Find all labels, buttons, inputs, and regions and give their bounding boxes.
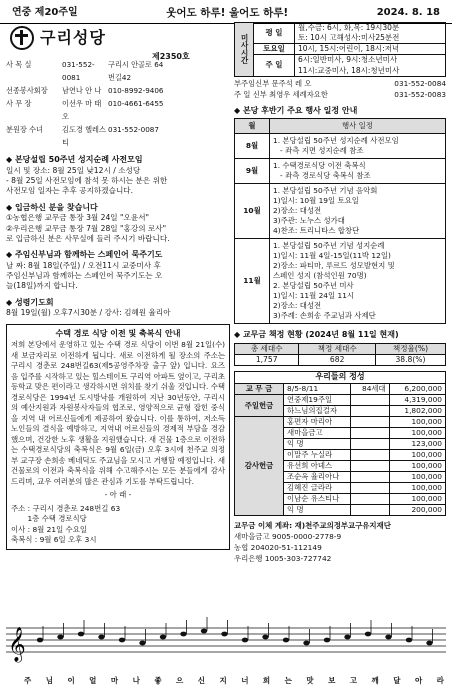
contact-cell: 사 목 실 — [6, 60, 32, 69]
section-line: ①농협은행 교무금 통장 3월 24일 "오윤서" — [6, 213, 150, 223]
event-month: 10월 — [235, 184, 270, 239]
right-column — [234, 22, 446, 564]
offering-note — [351, 428, 390, 439]
offering-amount: 1,802,000 — [389, 406, 445, 417]
section-title: ◆ 주임신부님과 함께하는 스페인어 묵주기도 — [6, 250, 230, 261]
priest-contact — [234, 89, 446, 100]
contact-row — [6, 97, 230, 123]
census-table — [234, 343, 446, 367]
offering-row — [235, 384, 446, 395]
offering-name: 조순옥 율리아나 — [284, 472, 351, 483]
section-title: ◆ 입금하신 분을 찾습니다 — [6, 203, 230, 214]
bank-line: 농협 204020-51-112149 — [234, 543, 322, 553]
schedule-row — [235, 55, 446, 76]
offering-note — [351, 461, 390, 472]
contact-cell: 분원장 수녀 — [6, 125, 44, 134]
census-title: ◆ 교무금 책정 현황 (2024년 8월 11일 현재) — [234, 330, 446, 341]
offering-name: 유선희 아녜스 — [284, 461, 351, 472]
lyric-syllable: 달 — [393, 676, 401, 685]
priest-name: 부주임신부 문주석 레 오 — [234, 78, 312, 88]
event-item: 2)장소: 대성전 — [273, 301, 322, 311]
offering-note — [351, 505, 390, 516]
lyric-syllable: 고 — [349, 676, 358, 685]
lyric-syllable: 지 — [219, 676, 227, 685]
event-items — [270, 239, 446, 324]
lyric-syllable: 희 — [262, 676, 271, 685]
schedule-value: 6시:일반미사, 9시:청소년미사 11시:교중미사, 18시:청년미사 — [295, 55, 446, 76]
note-head — [57, 635, 63, 640]
notice-divider: - 아 래 - — [104, 490, 132, 500]
priest-name: 주 일 신부 최영우 세례자요한 — [234, 89, 328, 99]
contact-cell: 031-552-0087 — [108, 125, 159, 134]
offering-amount: 123,000 — [389, 439, 445, 450]
event-row — [235, 134, 446, 159]
event-item: 1. 수택경로식당 이전 축복식 — [273, 161, 366, 171]
note-head — [180, 632, 186, 637]
event-items — [270, 134, 446, 159]
event-item: - 좌측 경로식당 축복식 참조 — [273, 171, 371, 181]
lyric-syllable: 얼 — [89, 676, 97, 685]
contact-cell: 010-8992-9406 — [108, 86, 164, 95]
offerings-table — [234, 371, 446, 516]
music-staff — [0, 610, 452, 690]
notice-section — [6, 250, 230, 292]
schedule-row — [235, 44, 446, 55]
event-item: 3)주례: 손희송 주교님과 사제단 — [273, 311, 376, 321]
census-head: 책정 세대수 — [299, 343, 376, 354]
event-row — [235, 239, 446, 324]
note-head — [303, 641, 309, 646]
section-line: - 8월 25일 사전모임에 참석 못 하시는 분은 위한 — [6, 176, 168, 186]
note-head — [262, 635, 268, 640]
section-line: 날 짜: 8월 18일(주일) / 오전11시 교중미사 후 — [6, 260, 161, 270]
event-item: 1)일시: 10월 19일 토요일 — [273, 196, 359, 206]
sunday-label: 연중 제20주일 — [12, 7, 78, 19]
lyric-syllable: 마 — [110, 676, 119, 685]
census-value: 38.8(%) — [375, 355, 445, 366]
date: 2024. 8. 18 — [376, 7, 440, 19]
section-line: 8월 19일(월) 오후7시30분 / 강사: 김혜원 율리아 — [6, 308, 171, 318]
lyric-syllable: 너 — [241, 676, 249, 685]
offering-name: 익 명 — [284, 439, 351, 450]
staff-svg — [0, 610, 452, 672]
lyric-syllable: 님 — [45, 676, 53, 685]
events-title: ◆ 본당 후반기 주요 행사 일정 안내 — [234, 106, 446, 117]
offering-name: 김혜진 글라라 — [284, 483, 351, 494]
section-line: 사전모임 일자는 추후 공지하겠습니다. — [6, 186, 134, 196]
mass-schedule — [234, 22, 446, 77]
event-row — [235, 159, 446, 184]
note-head — [119, 638, 125, 643]
census-head: 총 세대수 — [235, 343, 299, 354]
offering-name: 익 명 — [284, 505, 351, 516]
note-head — [37, 638, 43, 643]
event-item: 2)장소: 대성전 — [273, 206, 322, 216]
offering-note — [351, 395, 390, 406]
schedule-value: 월,수금: 6시, 화,목: 19시30분 토: 10시 고해성사:미사25분전 — [295, 23, 446, 44]
offering-name: 홍편자 마리아 — [284, 417, 351, 428]
contact-cell: 031-552-0081 — [62, 60, 95, 82]
lyric-syllable: 좋 — [154, 676, 162, 685]
event-item: 3)주관: 노누스 성가대 — [273, 216, 345, 226]
contact-row — [6, 123, 230, 149]
contact-cell: 선종봉사회장 — [6, 86, 48, 95]
offering-amount: 100,000 — [389, 472, 445, 483]
offering-note — [351, 483, 390, 494]
contact-cell: 김도경 헬레스티 — [62, 125, 106, 147]
contact-row — [6, 84, 230, 97]
masthead — [0, 0, 452, 24]
census-value: 682 — [299, 355, 376, 366]
treble-clef-icon: 𝄞 — [8, 627, 26, 662]
event-item: 1)일시: 11월 4일-15일(11박 12일) — [273, 251, 391, 261]
offering-name: 8/5-8/11 — [284, 384, 351, 395]
notice-body: 저희 본당에서 운영하고 있는 수택 경로 식당이 이번 8월 21일(수) 새 보금자리로 이전하게 됩니다. 새로 이전하게 될 장소의 주소는 구리시 경춘로 248번길63(제5공영주차장 출구 앞) 입니다. 요즈음 입주를 시작하고 있는 힐스테이트 구리역 아파트 옆이고, 구리초등학교 맞은 편이라고 생각하시면 위치를 찾기 쉬울 것입니다. 수택 경로식당은 1994년 도시방낙를 개원하여 지난 30년동안, 구리시의 예산지원과 자원봉사자들의 협조로, 영양적으로 균형 잡힌 중식을 지역 내 어르신들에게 제공하여 왔습니다. 이를 통하여, 저소득 노인들의 결식을 예방하고, 지역내 어르신들의 경제적 부담을 경감했으며, 건강한 노후 생활을 지원했습니다. 새 건물 1층으로 이전하는 수택경로식당의 축복식은 9월 6일(금) 오후 3시에 천주교 의정부 교구장 손희송 베네딕도 주교님을 모시고 거행할 예정입니다. 새 건물로의 이전과 축복식을 위해 수고해주시는 모든 분들에게 감사드리며, 교우 여러분의 많은 관심과 기도를 부탁드립니다. — [11, 340, 225, 486]
note-head — [385, 635, 391, 640]
census-value: 1,757 — [235, 355, 299, 366]
bank-line: 새마을금고 9005-0000-2778-9 — [234, 532, 342, 542]
lyric-syllable: 이 — [67, 676, 75, 685]
note-head — [242, 638, 248, 643]
priest-phone: 031-552-0083 — [394, 89, 446, 99]
note-head — [344, 635, 350, 640]
event-item: 1. 본당설립 50주년 기념 음악회 — [273, 186, 378, 196]
schedule-key: 주 일 — [254, 55, 295, 76]
notice-detail: 1층 수택 경로식당 — [11, 514, 87, 524]
offering-note — [351, 439, 390, 450]
notice-box — [6, 324, 230, 550]
note-head — [78, 632, 84, 637]
parish-name: 구리성당 — [40, 28, 106, 48]
offering-amount: 100,000 — [389, 450, 445, 461]
lyric-syllable: 주 — [24, 676, 32, 685]
note-head — [160, 635, 166, 640]
note-head — [201, 629, 207, 634]
schedule-label: 미사시간 — [235, 23, 254, 77]
section-line: 늘(18일)까지 합니다. — [6, 281, 78, 291]
event-month: 11월 — [235, 239, 270, 324]
lyric-syllable: 라 — [436, 676, 444, 685]
event-item: 2. 본당설립 50주년 미사 — [273, 281, 354, 291]
lyric-syllable: 깨 — [371, 676, 379, 685]
note-head — [221, 632, 227, 637]
offering-name: 이남순 유스티나 — [284, 494, 351, 505]
lyric-syllable: 아 — [414, 676, 423, 685]
offering-amount: 100,000 — [389, 428, 445, 439]
note-head — [406, 638, 412, 643]
note-head — [365, 632, 371, 637]
contact-cell: 구리시 안골로 64번길42 — [108, 60, 164, 82]
offering-amount: 6,200,000 — [389, 384, 445, 395]
bank-line: 우리은행 1005-303-727742 — [234, 554, 332, 564]
contact-cell: 사 무 장 — [6, 99, 32, 108]
note-head — [283, 638, 289, 643]
offering-amount: 100,000 — [389, 461, 445, 472]
priest-contact — [234, 78, 446, 89]
event-item: 2)장소: 파티마, 루르드 성모발현지 및 — [273, 261, 395, 271]
event-month: 9월 — [235, 159, 270, 184]
parish-logo — [10, 26, 230, 50]
contact-list — [6, 58, 230, 149]
offering-note — [351, 406, 390, 417]
lyric-syllable: 맛 — [306, 676, 314, 685]
note-head — [324, 638, 330, 643]
schedule-row — [235, 23, 446, 44]
offering-label: 교 무 금 — [235, 384, 284, 395]
notice-section — [6, 298, 230, 319]
offering-name: 하느님의집걸자 — [284, 406, 351, 417]
notice-section — [6, 155, 230, 197]
contact-cell: 남연나 안 나 — [62, 86, 102, 95]
offering-amount: 4,319,000 — [389, 395, 445, 406]
schedule-key: 토요일 — [254, 44, 295, 55]
notice-detail: 이사 : 8월 21일 수요일 — [11, 524, 87, 534]
priest-phone: 031-552-0084 — [394, 78, 446, 88]
notice-detail: 주소 : 구리시 경춘로 248번길 63 — [11, 503, 121, 513]
song-lyrics — [24, 676, 444, 686]
section-line: 로 입금하신 분은 사무실에 들러 주시기 바랍니다. — [6, 233, 170, 243]
offering-amount: 100,000 — [389, 483, 445, 494]
offering-amount: 200,000 — [389, 505, 445, 516]
notice-section — [6, 203, 230, 245]
contact-row — [6, 58, 230, 84]
offering-label: 감사헌금 — [235, 417, 284, 516]
offering-note — [351, 472, 390, 483]
note-head — [98, 635, 104, 640]
section-title: ◆ 성령기도회 — [6, 298, 230, 309]
lyric-syllable: 으 — [176, 676, 184, 685]
offering-amount: 100,000 — [389, 417, 445, 428]
lyric-syllable: 는 — [284, 676, 292, 685]
lyric-syllable: 나 — [132, 676, 140, 685]
notice-detail: 축복식 : 9월 6일 오후 3시 — [11, 535, 97, 545]
left-column — [6, 22, 230, 550]
census-head: 책정율(%) — [375, 343, 445, 354]
events-table — [234, 118, 446, 324]
event-item: - 좌측 지면 성지순례 참조 — [273, 146, 364, 156]
note-head — [426, 641, 432, 646]
event-items — [270, 184, 446, 239]
event-item: 스페인 성지 (참석인원 70명) — [273, 271, 367, 281]
notice-title: 수택 경로 식당 이전 및 축복식 안내 — [55, 328, 181, 338]
section-line: ②우리은행 교무금 통장 7월 28일 "홍강의 로사" — [6, 223, 167, 233]
issue-number: 제2350호 — [152, 52, 190, 61]
event-item: 1. 본당설립 50주년 기념 성지순례 — [273, 241, 385, 251]
offering-row — [235, 395, 446, 406]
bank-line: 교무금 이체 계좌: 재)천주교의정부교구유지재단 — [234, 521, 391, 531]
offering-name: 연중제19주일 — [284, 395, 351, 406]
section-line: 주임신부님과 함께하는 스페인어 묵주기도는 오 — [6, 271, 163, 281]
schedule-value: 10시, 15시:어린이, 18시:저녁 — [295, 44, 446, 55]
offerings-title: 우리들의 정성 — [235, 372, 446, 384]
offering-note — [351, 450, 390, 461]
bank-info — [234, 520, 446, 564]
note-head — [139, 641, 145, 646]
event-row — [235, 184, 446, 239]
lyric-syllable: 보 — [328, 676, 336, 685]
event-item: 4)찬조: 트리니타스 합창단 — [273, 226, 360, 236]
lyric-syllable: 신 — [197, 676, 205, 685]
offering-note — [351, 494, 390, 505]
event-items — [270, 159, 446, 184]
cross-icon — [10, 26, 34, 50]
events-head-schedule: 행사 일정 — [270, 119, 446, 134]
section-title: ◆ 본당설립 50주년 성지순례 사전모임 — [6, 155, 230, 166]
contact-cell: 010-4661-6455 — [108, 99, 164, 108]
event-item: 1. 본당설립 50주년 성지순례 사전모임 — [273, 136, 399, 146]
event-month: 8월 — [235, 134, 270, 159]
offering-name: 새마을금고 — [284, 428, 351, 439]
events-head-month: 월 — [235, 119, 270, 134]
section-line: 일시 및 장소: 8월 25일 낮12시 / 소성당 — [6, 165, 141, 175]
offering-row — [235, 417, 446, 428]
motto: 웃어도 하루! 울어도 하루! — [166, 7, 289, 19]
offering-amount: 100,000 — [389, 494, 445, 505]
schedule-key: 평 일 — [254, 23, 295, 44]
contact-cell: 이선우 마 태 오 — [62, 99, 102, 121]
offering-name: 이말주 누실라 — [284, 450, 351, 461]
offering-note — [351, 417, 390, 428]
event-item: 1)일시: 11월 24일 11시 — [273, 291, 355, 301]
offering-label: 주일헌금 — [235, 395, 284, 417]
offering-note: 84세대 — [351, 384, 390, 395]
